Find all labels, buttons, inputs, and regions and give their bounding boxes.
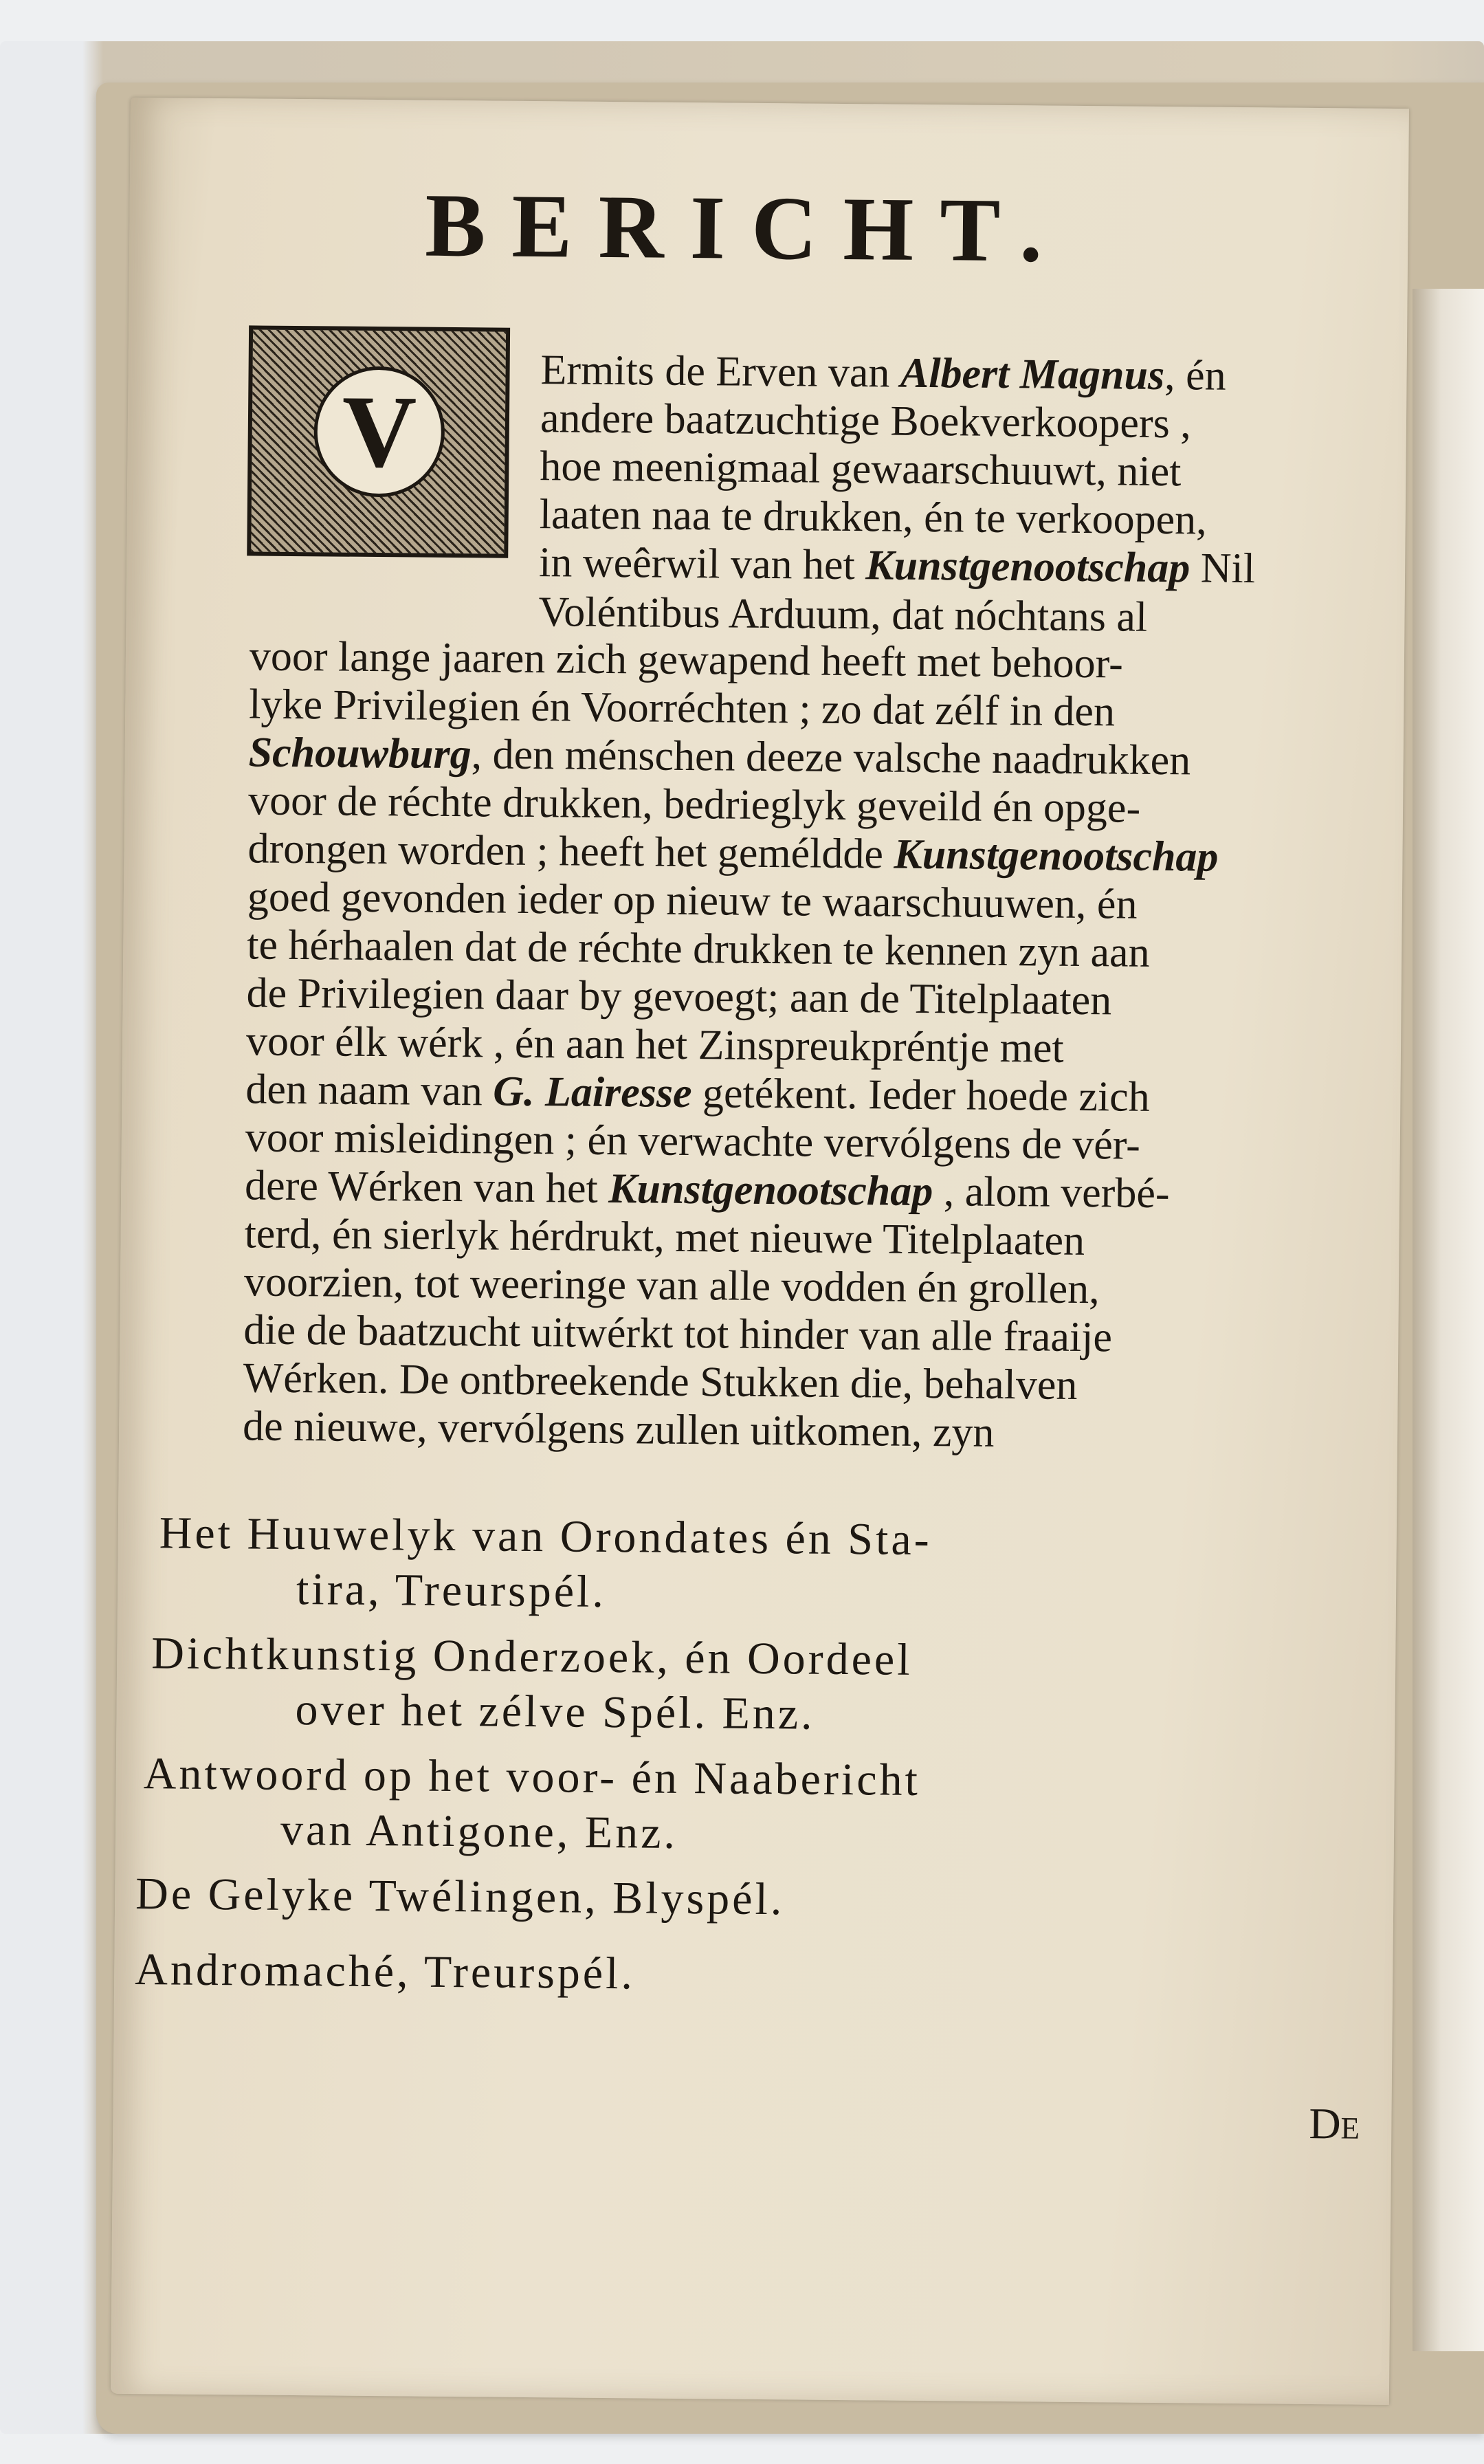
works-list-item: Antwoord op het voor- én Naabericht (143, 1748, 921, 1806)
body-line-text: voor élk wérk , én aan het Zinspreukpréntje met (245, 1018, 1064, 1072)
body-line (540, 346, 1226, 399)
body-line-text: terd, én sierlyk hérdrukt, met nieuwe Titelplaaten (244, 1210, 1085, 1265)
body-line (247, 923, 1150, 974)
initial-letter: V (313, 366, 445, 498)
works-list-item: Dichtkunstig Onderzoek, én Oordeel (151, 1628, 913, 1685)
body-line (243, 1356, 1078, 1407)
body-line-text: dere Wérken van het (244, 1162, 609, 1213)
body-line-text: getékent. Ieder hoede zich (691, 1070, 1150, 1121)
body-line-text: Ermits de Erven van (540, 346, 901, 397)
facing-page-edge (1413, 289, 1484, 2351)
body-line (247, 873, 1138, 928)
body-line-text: drongen worden ; heeft het geméldde (247, 825, 894, 878)
body-line-text: , én (1164, 352, 1226, 399)
body-line (540, 395, 1192, 448)
body-line (247, 825, 1219, 881)
body-line-text: de Privilegien daar by gevoegt; aan de Titelplaaten (246, 969, 1112, 1024)
body-line-text: , alom verbé- (932, 1168, 1170, 1218)
body-line-text: goed gevonden ieder op nieuw te waarschuuwen, én (247, 873, 1138, 928)
body-line-text: hoe meenigmaal gewaarschuuwt, niet (540, 443, 1182, 496)
body-line-text: voor lange jaaren zich gewapend heeft met behoor- (249, 632, 1124, 688)
body-line-text: andere baatzuchtige Boekverkoopers , (540, 395, 1192, 448)
body-line (539, 491, 1207, 544)
body-line-italic: Kunstgenootschap (894, 830, 1219, 881)
body-line-text: voor misleidingen ; én verwachte vervólgens de vér- (245, 1114, 1141, 1169)
catchword: De (1309, 2098, 1360, 2148)
body-line-text: voorzien, tot weeringe van alle vodden én grollen, (243, 1258, 1100, 1313)
body-line (538, 539, 1256, 593)
body-line (245, 1018, 1064, 1072)
body-line (243, 1306, 1113, 1361)
body-line-text: Wérken. De ontbreekende Stukken die, behalven (243, 1354, 1078, 1409)
body-line (245, 1114, 1141, 1169)
body-line-text: die de baatzucht uitwérkt tot hinder van alle fraaije (243, 1306, 1113, 1361)
body-line (243, 1258, 1100, 1313)
body-line-text: Voléntibus Arduum, dat nóchtans al (538, 588, 1148, 641)
body-line-italic: G. Lairesse (492, 1068, 692, 1117)
works-list-item: Het Huuwelyk van Orondates én Sta- (159, 1508, 932, 1565)
body-line (248, 731, 1190, 782)
body-line (249, 681, 1116, 736)
body-line (244, 1210, 1085, 1265)
body-line-italic: Kunstgenootschap (865, 542, 1190, 592)
works-list-item: over het zélve Spél. Enz. (295, 1684, 815, 1739)
body-line (245, 1066, 1150, 1121)
body-line-text: voor de réchte drukken, bedrieglyk geveild én opge- (247, 777, 1141, 832)
body-line (540, 443, 1182, 496)
body-line-text: lyke Privilegien én Voorréchten ; zo dat zélf in den (249, 681, 1116, 736)
body-line-text: in weêrwil van het (538, 539, 866, 589)
body-line-text: , den ménschen deeze valsche naadrukken (471, 731, 1191, 784)
body-line (249, 632, 1124, 688)
body-line-italic: Schouwburg (248, 729, 472, 778)
body-line-text: te hérhaalen dat de réchte drukken te kennen zyn aan (246, 921, 1150, 976)
page-title: BERICHT. (424, 174, 1070, 281)
body-line (244, 1162, 1170, 1218)
decorative-initial (247, 325, 510, 558)
works-list-item: van Antigone, Enz. (280, 1804, 678, 1858)
body-line-italic: Albert Magnus (900, 349, 1165, 399)
book-page (111, 98, 1409, 2405)
works-list-item: De Gelyke Twélingen, Blyspél. (135, 1869, 785, 1925)
body-line (247, 777, 1141, 832)
works-list-item: tira, Treurspél. (296, 1564, 607, 1618)
body-line-text: den naam van (245, 1066, 494, 1115)
body-line-text: de nieuwe, vervólgens zullen uitkomen, zyn (242, 1402, 995, 1456)
body-line (246, 971, 1111, 1022)
body-line-text: Nil (1190, 544, 1256, 593)
body-line-italic: Kunstgenootschap (608, 1165, 933, 1216)
body-line (242, 1402, 995, 1456)
body-line-text: laaten naa te drukken, én te verkoopen, (539, 491, 1207, 544)
body-line (538, 588, 1148, 641)
works-list-item: Andromaché, Treurspél. (134, 1944, 636, 1999)
